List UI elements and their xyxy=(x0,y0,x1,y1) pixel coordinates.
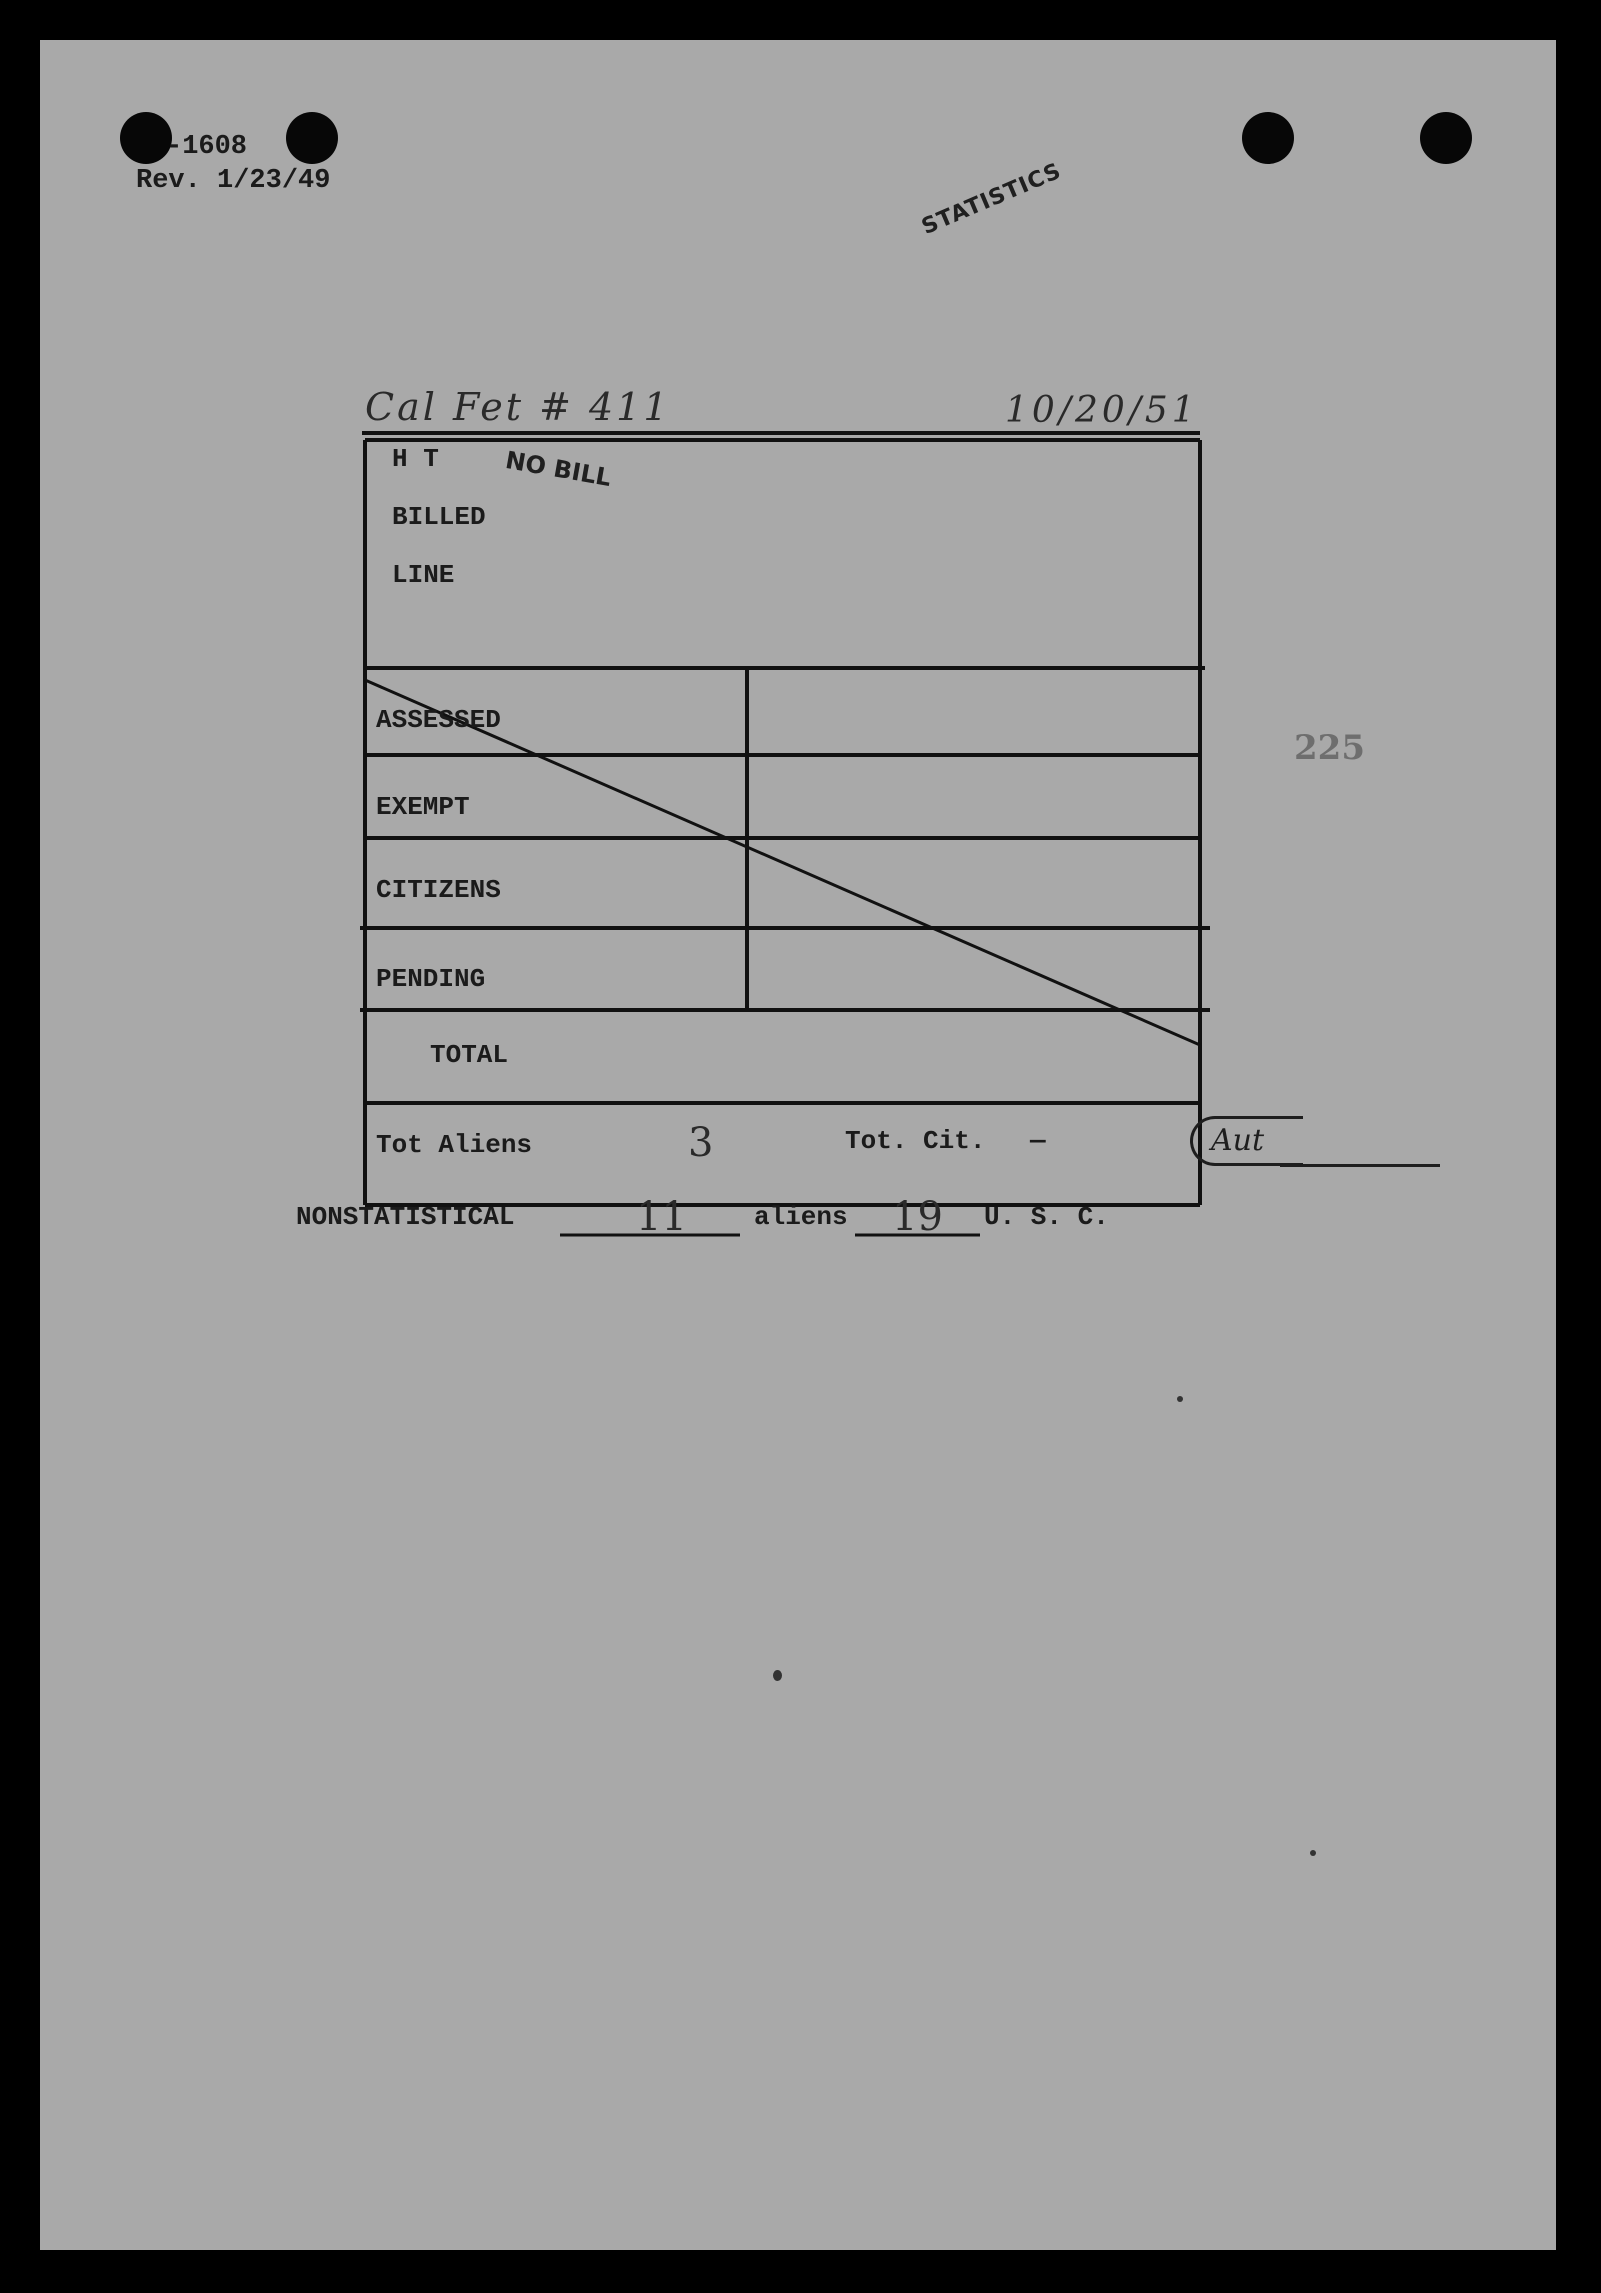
label-aliens: aliens xyxy=(754,1202,848,1232)
form-number: -1608 xyxy=(166,132,248,162)
reviewer-initials: Aut xyxy=(1190,1116,1303,1166)
label-pending: PENDING xyxy=(376,964,486,994)
page-number: 225 xyxy=(1294,728,1365,768)
nonstatistical-usc-value: 19 xyxy=(892,1194,943,1240)
form-table-lines xyxy=(40,40,1556,2250)
label-tot-aliens: Tot Aliens xyxy=(376,1130,533,1160)
label-total: TOTAL xyxy=(430,1040,509,1070)
label-citizens: CITIZENS xyxy=(376,875,501,905)
no-bill-stamp: NO BILL xyxy=(503,445,614,493)
label-tot-cit: Tot. Cit. xyxy=(845,1126,986,1156)
paper-speck xyxy=(1310,1850,1316,1856)
label-assessed: ASSESSED xyxy=(376,705,501,735)
statistics-stamp: STATISTICS xyxy=(918,158,1066,240)
paper-speck xyxy=(1177,1396,1183,1402)
form-revision: Rev. 1/23/49 xyxy=(136,166,331,196)
handwritten-date: 10/20/51 xyxy=(1005,390,1199,431)
nonstatistical-aliens-value: 11 xyxy=(636,1194,687,1240)
label-billed: BILLED xyxy=(392,502,486,532)
tot-cit-value: — xyxy=(1030,1126,1046,1156)
paper-speck xyxy=(773,1670,782,1681)
label-line: LINE xyxy=(392,560,455,590)
document-page xyxy=(40,40,1556,2250)
label-usc: U. S. C. xyxy=(984,1202,1109,1232)
label-nonstatistical: NONSTATISTICAL xyxy=(296,1202,515,1232)
label-exempt: EXEMPT xyxy=(376,792,470,822)
initials-underline xyxy=(1280,1164,1440,1167)
tot-aliens-value: 3 xyxy=(688,1120,714,1166)
label-ht: H T xyxy=(392,444,439,474)
calendar-reference: Cal Fet # 411 xyxy=(365,385,671,429)
